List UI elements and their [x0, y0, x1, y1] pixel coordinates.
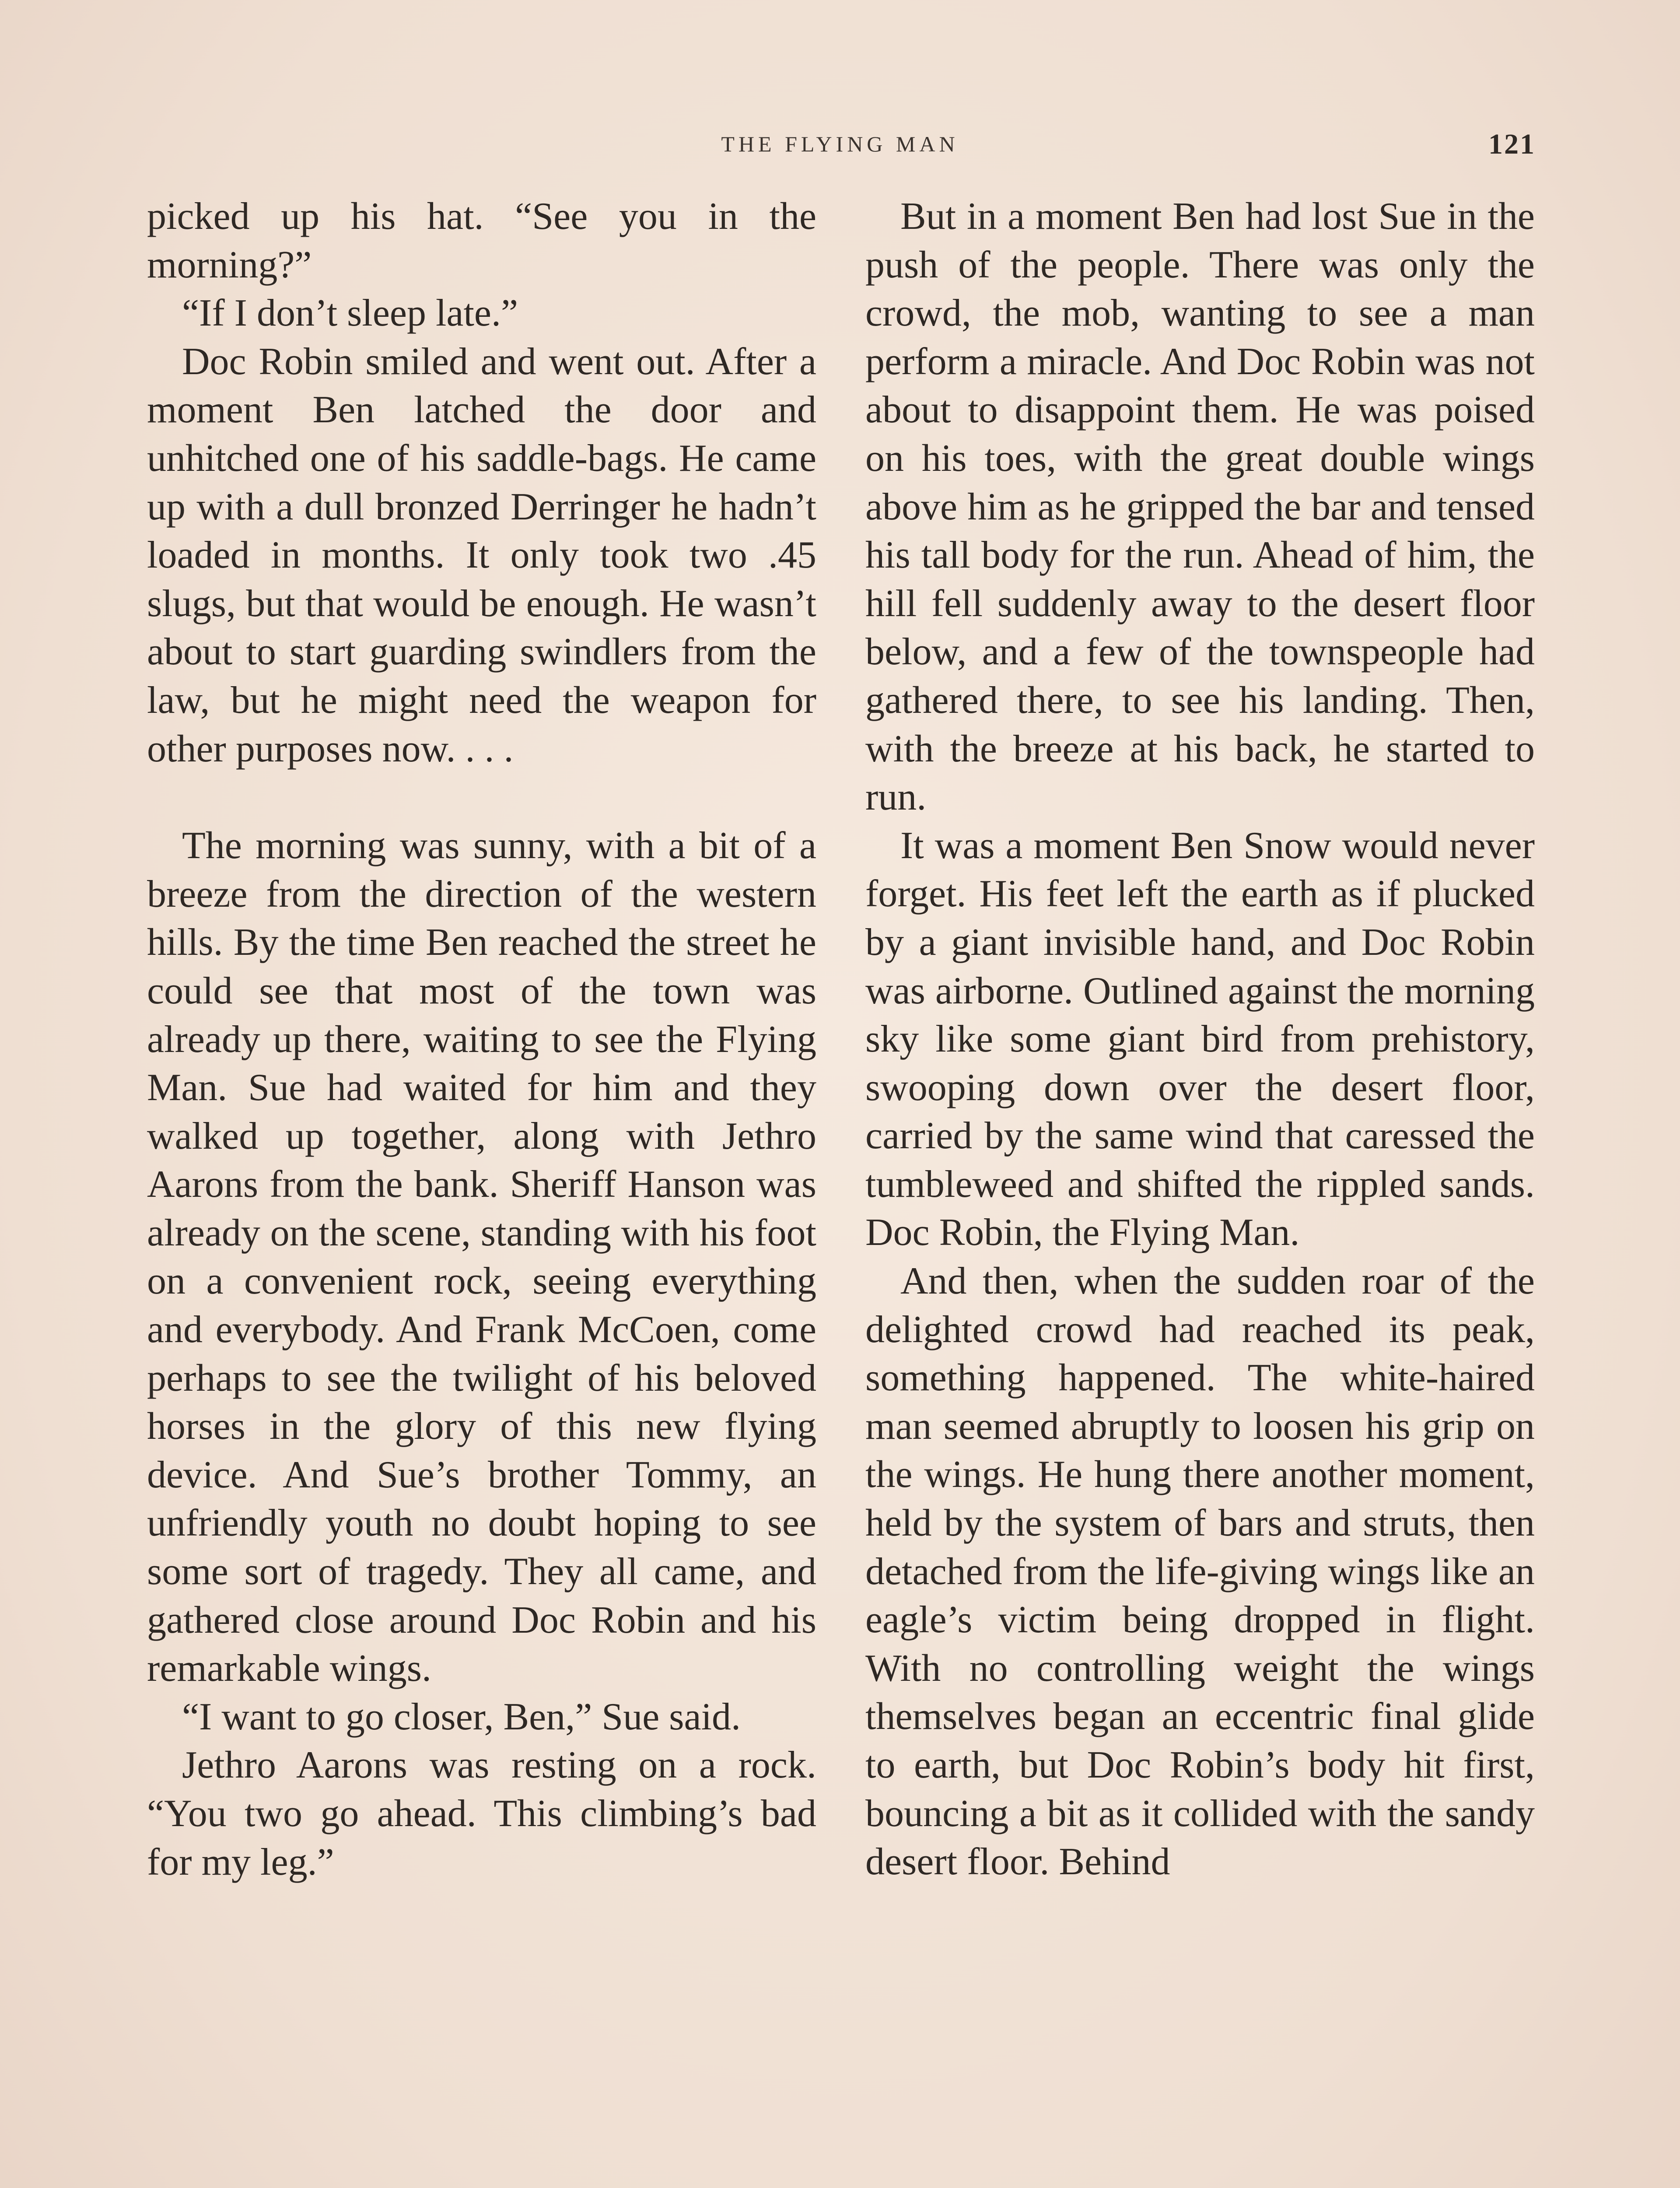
section-break: [147, 773, 816, 822]
page-number: 121: [1488, 128, 1536, 160]
paragraph: The morning was sunny, with a bit of a breeze from the direction of the western hills. By the time Ben reached the street he could see that most of the town was already up there, waiting to see the Flying Man. Sue had waited for him and they walked up together, along with Jethro Aarons from the bank. Sheriff Hanson was already on the scene, standing with his foot on a convenient rock, seeing everything and everybody. And Frank McCoen, come perhaps to see the twilight of his beloved horses in the glory of this new flying device. And Sue’s brother Tommy, an unfriendly youth no doubt hoping to see some sort of tragedy. They all came, and gathered close around Doc Robin and his remarkable wings.: [147, 824, 816, 1690]
running-title: THE FLYING MAN: [721, 132, 959, 156]
left-column: [147, 193, 816, 1886]
paragraph: “If I don’t sleep late.”: [182, 292, 518, 335]
paragraph: But in a moment Ben had lost Sue in the push of the people. There was only the crowd, the mob, wanting to see a man perform a miracle. And Doc Robin was not about to disappoint them. He was poised on his toes, with the great double wings above him as he gripped the bar and tensed his tall body for the run. Ahead of him, the hill fell suddenly away to the desert floor below, and a few of the townspeople had gathered there, to see his landing. Then, with the breeze at his back, he started to run.: [865, 195, 1535, 819]
paragraph: And then, when the sudden roar of the delighted crowd had reached its peak, something happened. The white-haired man seemed abruptly to loosen his grip on the wings. He hung there another moment, held by the system of bars and struts, then detached from the life-giving wings like an eagle’s victim being dropped in flight. With no controlling weight the wings themselves began an eccentric final glide to earth, but Doc Robin’s body hit first, bouncing a bit as it collided with the sandy desert floor. Behind: [865, 1260, 1535, 1883]
paragraph: It was a moment Ben Snow would never forget. His feet left the earth as if plucked by a giant invisible hand, and Doc Robin was airborne. Outlined against the morning sky like some giant bird from prehistory, swooping down over the desert floor, carried by the same wind that caressed the tumbleweed and shifted the rippled sands. Doc Robin, the Flying Man.: [865, 824, 1535, 1254]
paragraph: Jethro Aarons was resting on a rock. “You two go ahead. This climbing’s bad for my leg.”: [147, 1744, 816, 1883]
page-header: [144, 128, 1536, 171]
paragraph: “I want to go closer, Ben,” Sue said.: [182, 1695, 741, 1738]
right-column: [865, 193, 1535, 1886]
paragraph: picked up his hat. “See you in the morning?”: [147, 195, 816, 286]
paragraph: Doc Robin smiled and went out. After a moment Ben latched the door and unhitched one of his saddle-bags. He came up with a dull bronzed Derringer he hadn’t loaded in months. It only took two .45 slugs, but that would be enough. He wasn’t about to start guarding swindlers from the law, but he might need the weapon for other purposes now. . . .: [147, 340, 816, 770]
